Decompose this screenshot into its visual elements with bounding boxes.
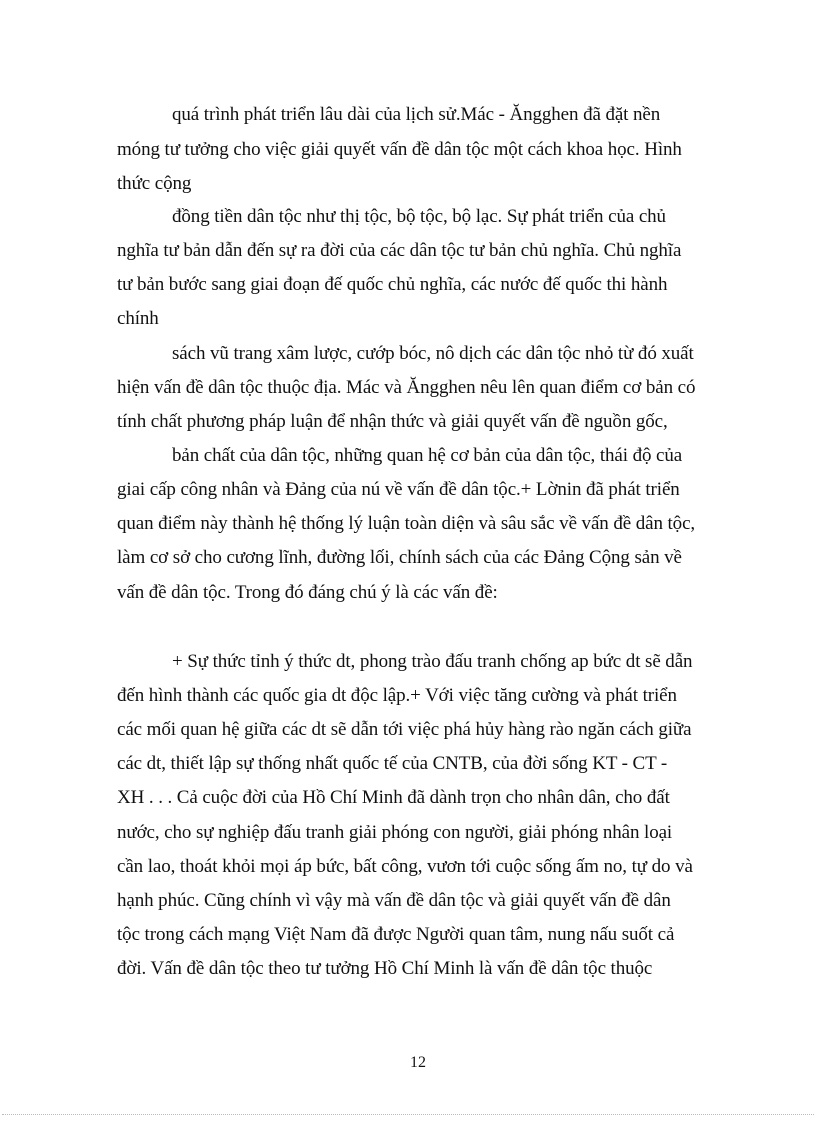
text-line: + Sự thức tỉnh ý thức dt, phong trào đấu tranh chống ap bức dt sẽ dẫn	[172, 651, 693, 672]
text-line: tính chất phương pháp luận để nhận thức và giải quyết vấn đề nguồn gốc,	[117, 411, 668, 432]
text-line: bản chất của dân tộc, những quan hệ cơ bản của dân tộc, thái độ của	[172, 445, 683, 466]
text-line: tư bản bước sang giai đoạn đế quốc chủ nghĩa, các nước đế quốc thi hành	[117, 274, 668, 295]
text-line: giai cấp công nhân và Đảng của nú về vấn đề dân tộc.+ Lờnin đã phát triển	[117, 479, 680, 500]
text-line: làm cơ sở cho cương lĩnh, đường lối, chính sách của các Đảng Cộng sản về	[117, 547, 682, 568]
text-line: cần lao, thoát khỏi mọi áp bức, bất công, vươn tới cuộc sống ấm no, tự do và	[117, 856, 693, 877]
text-line: thức cộng	[117, 173, 192, 194]
text-line: sách vũ trang xâm lược, cướp bóc, nô dịch các dân tộc nhỏ từ đó xuất	[172, 343, 694, 364]
text-line: chính	[117, 308, 159, 329]
text-line: đời. Vấn đề dân tộc theo tư tưởng Hồ Chí Minh là vấn đề dân tộc thuộc	[117, 958, 653, 979]
text-line: hiện vấn đề dân tộc thuộc địa. Mác và Ăngghen nêu lên quan điểm cơ bản có	[117, 377, 696, 398]
text-line: XH . . . Cả cuộc đời của Hồ Chí Minh đã dành trọn cho nhân dân, cho đất	[117, 787, 670, 808]
text-line: nghĩa tư bản dẫn đến sự ra đời của các dân tộc tư bản chủ nghĩa. Chủ nghĩa	[117, 240, 682, 261]
text-line: vấn đề dân tộc. Trong đó đáng chú ý là các vấn đề:	[117, 582, 498, 603]
text-line: các mối quan hệ giữa các dt sẽ dẫn tới việc phá hủy hàng rào ngăn cách giữa	[117, 719, 692, 740]
text-line: nước, cho sự nghiệp đấu tranh giải phóng con người, giải phóng nhân loại	[117, 822, 673, 843]
text-line: các dt, thiết lập sự thống nhất quốc tế của CNTB, của đời sống KT - CT -	[117, 753, 668, 774]
text-line: quan điểm này thành hệ thống lý luận toàn diện và sâu sắc về vấn đề dân tộc,	[117, 513, 696, 534]
text-line: móng tư tưởng cho việc giải quyết vấn đề dân tộc một cách khoa học. Hình	[117, 139, 682, 160]
page-number: 12	[410, 1054, 426, 1071]
text-line: đồng tiền dân tộc như thị tộc, bộ tộc, bộ lạc. Sự phát triển của chủ	[172, 206, 666, 227]
page-bottom-border	[2, 1114, 814, 1115]
text-line: quá trình phát triển lâu dài của lịch sử.Mác - Ăngghen đã đặt nền	[172, 104, 661, 125]
text-line: hạnh phúc. Cũng chính vì vậy mà vấn đề dân tộc và giải quyết vấn đề dân	[117, 890, 671, 911]
text-line: tộc trong cách mạng Việt Nam đã được Người quan tâm, nung nấu suốt cả	[117, 924, 675, 945]
text-line: đến hình thành các quốc gia dt độc lập.+ Với việc tăng cường và phát triển	[117, 685, 677, 706]
